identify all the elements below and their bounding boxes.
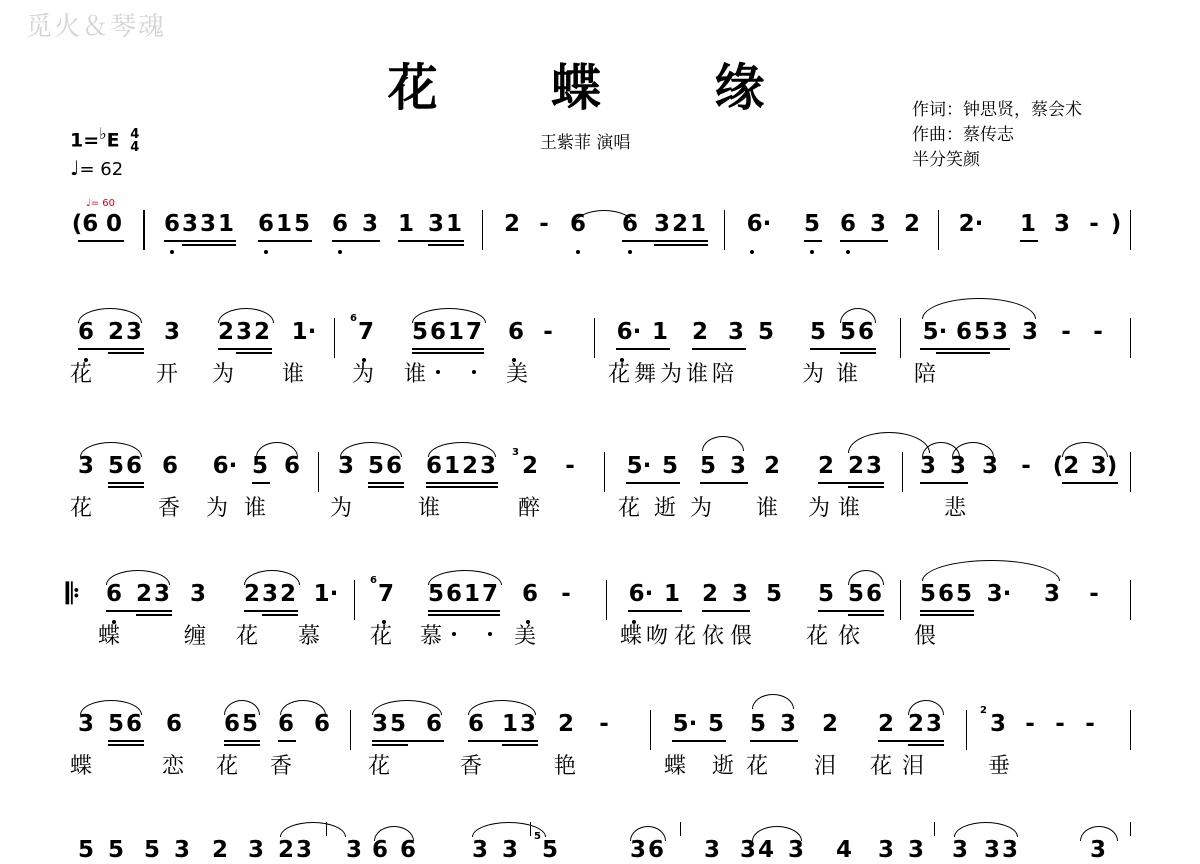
key-signature	[70, 124, 139, 154]
lyric: 醉	[518, 496, 541, 521]
note: 6	[467, 711, 484, 737]
note: 6	[125, 453, 142, 479]
note: 6·	[616, 319, 642, 345]
note: 6	[839, 211, 856, 237]
note: 6	[163, 211, 180, 237]
note: 6	[425, 711, 442, 737]
note: -	[1085, 711, 1095, 737]
lyric: 花	[806, 624, 829, 649]
lyric: 花	[368, 754, 391, 779]
lyric: 香	[158, 496, 181, 521]
lyric: 泪	[814, 754, 837, 779]
note: 3	[919, 453, 936, 479]
lyric: 谁	[244, 496, 267, 521]
note: 3	[337, 453, 354, 479]
note: 5	[817, 581, 834, 607]
note: 6	[385, 453, 402, 479]
note: 2	[217, 319, 234, 345]
note: 1	[501, 711, 518, 737]
note: 3	[235, 319, 252, 345]
score-system-4: 𝄆 6 2 3 3 2 3 2 1· 6 7 5 6 1 7 6 - 6· 1 2 3 5 5 5 6 5 6 5 3· 3 - 蝶 缠 花 慕 花 慕 美 蝶 吻 花 依 偎 花 依 偎	[0, 580, 1200, 680]
note: 2	[503, 211, 520, 237]
score-system-3: 3 5 6 6 6· 5 6 3 5 6 6 1 2 3 3 2 - 5· 5 5 3 2 2 2 3 3 3 3 - (2 3) 花 香 为 谁 为 谁 醉 花 逝 为 谁 为 谁 悲	[0, 452, 1200, 552]
note: 3	[983, 837, 1000, 863]
lyric: 谁	[838, 496, 861, 521]
note: 3	[925, 711, 942, 737]
note: 7	[377, 581, 394, 607]
note: 3	[729, 453, 746, 479]
lyric: 舞	[634, 362, 657, 387]
note: 6	[77, 319, 94, 345]
note: 5	[293, 211, 310, 237]
lyric: 蝶	[664, 754, 687, 779]
note: 1·	[291, 319, 317, 345]
note: 5	[955, 581, 972, 607]
note: -	[1055, 711, 1065, 737]
lyric: 蝶	[98, 624, 121, 649]
note: 3	[989, 711, 1006, 737]
note: 5	[389, 711, 406, 737]
lyric: 艳	[554, 754, 577, 779]
note: 3	[295, 837, 312, 863]
note: (6	[71, 211, 99, 237]
note: 3	[951, 837, 968, 863]
note: 6	[283, 453, 300, 479]
note: 6	[857, 319, 874, 345]
note: 2	[279, 581, 296, 607]
note: 6	[371, 837, 388, 863]
note: 2	[107, 319, 124, 345]
lyric: 谁	[404, 362, 427, 387]
lyric: 美	[514, 624, 537, 649]
note: 5	[541, 837, 558, 863]
lyric: 花	[870, 754, 893, 779]
lyric: 开	[156, 362, 179, 387]
note: 1	[447, 319, 464, 345]
note: 6	[507, 319, 524, 345]
note: 5	[699, 453, 716, 479]
score-system-5: 3 5 6 6 6 5 6 6 3 5 6 6 1 3 2 - 5· 5 5 3 2 2 2 3 2 3 - - - 蝶 恋 花 香 花 香 艳 蝶 逝 花 泪 花 泪 垂	[0, 710, 1200, 810]
note: 5	[411, 319, 428, 345]
note: 6	[937, 581, 954, 607]
note: 3	[991, 319, 1008, 345]
note: 6	[429, 319, 446, 345]
note: 2	[847, 453, 864, 479]
lyric: 花	[674, 624, 697, 649]
note: 1	[275, 211, 292, 237]
note: 6·	[212, 453, 238, 479]
note: 2	[701, 581, 718, 607]
note: 3	[181, 211, 198, 237]
note: 5	[427, 581, 444, 607]
note: -	[1089, 581, 1099, 607]
composer-credit: 作曲：蔡传志	[912, 125, 1014, 145]
note: 6	[277, 711, 294, 737]
lyric: 陪	[914, 362, 937, 387]
note: 2	[461, 453, 478, 479]
note: 6	[257, 211, 274, 237]
lyric: 蝶	[70, 754, 93, 779]
note: 6	[161, 453, 178, 479]
note: 3)	[1090, 453, 1118, 479]
note: (2	[1052, 453, 1080, 479]
time-signature	[130, 128, 139, 154]
lyric: 谁	[282, 362, 305, 387]
note: 6·	[628, 581, 654, 607]
note: 3	[731, 581, 748, 607]
note: 2	[211, 837, 228, 863]
note: 3	[629, 837, 646, 863]
note: 3	[1001, 837, 1018, 863]
lyric: 慕	[420, 624, 443, 649]
note: 2	[821, 711, 838, 737]
note: 5	[749, 711, 766, 737]
lyric: 吻	[646, 624, 669, 649]
score-system-2: 6 2 3 3 2 3 2 1· 6 7 5 6 1 7 6 - 6· 1 2 3 5 5 5 6 5· 6 5 3 3 - - 花 开 为 谁 为 谁 美 花 舞 为 谁 陪 为 谁 陪	[0, 318, 1200, 418]
note: 5·	[672, 711, 698, 737]
lyric: 香	[460, 754, 483, 779]
lyric: 谁	[686, 362, 709, 387]
lyric: 花	[70, 496, 93, 521]
note: 3	[125, 319, 142, 345]
note: -	[1061, 319, 1071, 345]
note: 6·	[746, 211, 772, 237]
note: 3	[787, 837, 804, 863]
note: -	[1021, 453, 1031, 479]
note: 5	[765, 581, 782, 607]
lyricist-credit: 作词：钟思贤，蔡会术	[912, 100, 1082, 120]
note: 2	[135, 581, 152, 607]
note: 5·	[626, 453, 652, 479]
note: 3	[189, 581, 206, 607]
note: 1	[397, 211, 414, 237]
note: 2	[253, 319, 270, 345]
note: 6	[521, 581, 538, 607]
note: 2	[277, 837, 294, 863]
lyric: 花	[70, 362, 93, 387]
note: 7	[465, 319, 482, 345]
lyric: 悲	[944, 496, 967, 521]
note: -	[1025, 711, 1035, 737]
note: -	[1089, 211, 1099, 237]
note: 3	[163, 319, 180, 345]
note: 3	[779, 711, 796, 737]
flat-symbol: ♭	[99, 124, 107, 143]
lyric: 花	[618, 496, 641, 521]
note: 5	[143, 837, 160, 863]
note: 3	[949, 453, 966, 479]
note: 6	[125, 711, 142, 737]
watermark: 觅火＆琴魂	[26, 12, 167, 42]
lyric: 泪	[902, 754, 925, 779]
note: 3	[261, 581, 278, 607]
lyric: 为	[660, 362, 683, 387]
note: 1	[217, 211, 234, 237]
note: 3	[653, 211, 670, 237]
note: 3	[427, 211, 444, 237]
lyric: 陪	[712, 362, 735, 387]
note: 5	[77, 837, 94, 863]
note: 6	[331, 211, 348, 237]
note: 6	[445, 581, 462, 607]
lyric: 花	[216, 754, 239, 779]
note: 1·	[313, 581, 339, 607]
quarter-note-icon: ♩	[70, 156, 80, 180]
tempo-marking	[70, 156, 123, 180]
note: 6	[621, 211, 638, 237]
note: 2	[557, 711, 574, 737]
note: 5	[757, 319, 774, 345]
note: 1	[445, 211, 462, 237]
note: 2	[907, 711, 924, 737]
note: 3·	[986, 581, 1012, 607]
time-top: 4	[130, 126, 140, 142]
arranger-credit: 半分笑颜	[912, 150, 980, 170]
lyric: 香	[270, 754, 293, 779]
note: 2·	[958, 211, 984, 237]
note: 1	[463, 581, 480, 607]
note: 3	[739, 837, 756, 863]
lyric: 为	[802, 362, 825, 387]
note: 6	[647, 837, 664, 863]
note: )	[1110, 211, 1122, 237]
note: 3	[199, 211, 216, 237]
lyric: 为	[352, 362, 375, 387]
score-system-6: 5 5 5 3 2 3 2 3 3 6 6 3 3 5 5 3 6 3 3 4 3 4 3 3 3 3 3 3	[0, 836, 1200, 856]
lyric: 缠	[184, 624, 207, 649]
lyric: 谁	[836, 362, 859, 387]
note: 2	[817, 453, 834, 479]
note: 2	[763, 453, 780, 479]
lyric: 偎	[730, 624, 753, 649]
note: -	[561, 581, 571, 607]
note: 5	[803, 211, 820, 237]
note: 6	[955, 319, 972, 345]
note: 6	[865, 581, 882, 607]
repeat-start-sign: 𝄆	[66, 577, 80, 610]
note: 2	[243, 581, 260, 607]
note: 6	[313, 711, 330, 737]
note: 5	[241, 711, 258, 737]
lyric: 花	[370, 624, 393, 649]
note: 6	[223, 711, 240, 737]
note: 3	[371, 711, 388, 737]
note: 3	[77, 453, 94, 479]
note: -	[543, 319, 553, 345]
note: 5	[839, 319, 856, 345]
note: 2	[521, 453, 538, 479]
note: 5	[707, 711, 724, 737]
lyric: 为	[690, 496, 713, 521]
lyric: 谁	[418, 496, 441, 521]
note: 3	[1043, 581, 1060, 607]
note: -	[565, 453, 575, 479]
note: 3	[153, 581, 170, 607]
score-system-1	[0, 210, 1200, 310]
note: 5	[107, 453, 124, 479]
note: 1	[1019, 211, 1036, 237]
note: -	[599, 711, 609, 737]
note: 5	[847, 581, 864, 607]
lyric: 美	[506, 362, 529, 387]
note: 3	[361, 211, 378, 237]
singer-credit: 王紫菲 演唱	[540, 133, 631, 153]
note: 5	[107, 711, 124, 737]
note: 6	[165, 711, 182, 737]
note: 6	[569, 211, 586, 237]
note: 7	[481, 581, 498, 607]
note: 1	[443, 453, 460, 479]
note: 5	[107, 837, 124, 863]
note: 5	[973, 319, 990, 345]
note: 3	[981, 453, 998, 479]
note: 4	[835, 837, 852, 863]
tempo-change-mark: ♩= 60	[86, 198, 115, 209]
note: 1	[689, 211, 706, 237]
lyric: 花	[608, 362, 631, 387]
time-bottom: 4	[130, 139, 140, 155]
lyric: 逝	[654, 496, 677, 521]
note: 3	[1089, 837, 1106, 863]
lyric: 逝	[712, 754, 735, 779]
note: 3	[345, 837, 362, 863]
note: 3	[907, 837, 924, 863]
note: 5	[809, 319, 826, 345]
lyric: 垂	[988, 754, 1011, 779]
lyric: 蝶	[620, 624, 643, 649]
note: 3	[877, 837, 894, 863]
note: 3	[247, 837, 264, 863]
note: 4	[757, 837, 774, 863]
note: 3	[727, 319, 744, 345]
note: 3	[77, 711, 94, 737]
lyric: 为	[330, 496, 353, 521]
note: 6	[425, 453, 442, 479]
song-title: 花 蝶 缘	[387, 58, 813, 117]
note: 1	[651, 319, 668, 345]
key-base: 1=	[70, 129, 100, 152]
credits-block	[912, 98, 1082, 173]
lyric: 依	[702, 624, 725, 649]
note: 3	[865, 453, 882, 479]
tempo-value: = 62	[79, 159, 124, 180]
note: 7	[357, 319, 374, 345]
lyric: 偎	[914, 624, 937, 649]
note: 2	[691, 319, 708, 345]
lyric: 为	[212, 362, 235, 387]
lyric: 谁	[756, 496, 779, 521]
key-note: E	[106, 129, 120, 152]
note: 0	[105, 211, 122, 237]
note: 6	[399, 837, 416, 863]
note: 1	[663, 581, 680, 607]
note: 2	[877, 711, 894, 737]
note: 2	[671, 211, 688, 237]
lyric: 花	[746, 754, 769, 779]
lyric: 慕	[298, 624, 321, 649]
note: 3	[471, 837, 488, 863]
note: 3	[173, 837, 190, 863]
note: 3	[479, 453, 496, 479]
note: 5	[661, 453, 678, 479]
note: -	[539, 211, 549, 237]
lyric: 恋	[162, 754, 185, 779]
note: 3	[1053, 211, 1070, 237]
note: 5·	[922, 319, 948, 345]
note: 3	[501, 837, 518, 863]
note: 3	[703, 837, 720, 863]
lyric: 依	[838, 624, 861, 649]
note: 5	[367, 453, 384, 479]
note: 3	[519, 711, 536, 737]
note: 2	[903, 211, 920, 237]
note: 3	[1021, 319, 1038, 345]
note: 3	[869, 211, 886, 237]
lyric: 为	[206, 496, 229, 521]
note: -	[1093, 319, 1103, 345]
lyric: 为	[808, 496, 831, 521]
note: 5	[251, 453, 268, 479]
lyric: 花	[236, 624, 259, 649]
note: 6	[105, 581, 122, 607]
note: 5	[919, 581, 936, 607]
